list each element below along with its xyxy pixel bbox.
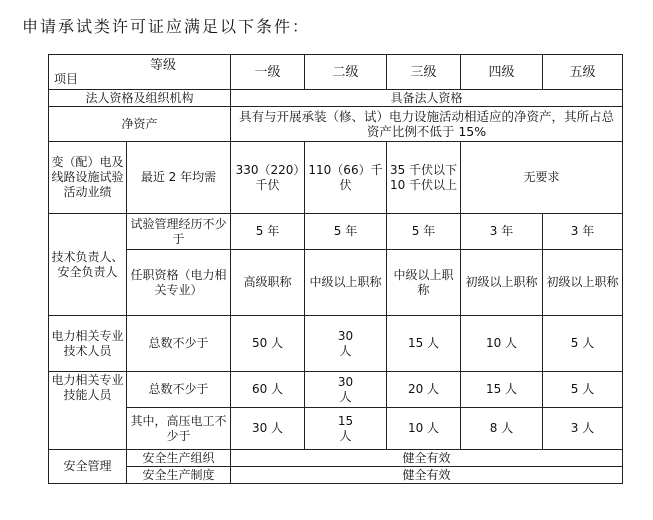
item-label: 项目 — [54, 72, 79, 86]
tech-lead-qual-row — [49, 250, 623, 316]
tech-lead-exp-5: 3 年 — [543, 214, 623, 250]
net-assets-value: 具有与开展承装（修、试）电力设施活动相适应的净资产，其所占总资产比例不低于 15% — [231, 107, 623, 142]
tech-staff-5: 5 人 — [543, 316, 623, 372]
hv-electrician-4: 8 人 — [461, 408, 543, 450]
tech-lead-qual-5: 初级以上职称 — [543, 250, 623, 316]
safety-label: 安全管理 — [49, 450, 127, 484]
skill-staff-row — [49, 372, 623, 408]
tech-staff-2: 30 人 — [305, 316, 387, 372]
grade-5: 五级 — [543, 55, 623, 90]
license-requirements-table — [48, 54, 623, 484]
hv-electrician-5: 3 人 — [543, 408, 623, 450]
tech-lead-exp-sub: 试验管理经历不少于 — [127, 214, 231, 250]
legal-label: 法人资格及组织机构 — [49, 90, 231, 107]
tech-lead-exp-1: 5 年 — [231, 214, 305, 250]
skill-staff-1: 60 人 — [231, 372, 305, 408]
tech-staff-4: 10 人 — [461, 316, 543, 372]
skill-staff-4: 15 人 — [461, 372, 543, 408]
page-heading: 申请承试类许可证应满足以下条件： — [22, 17, 311, 36]
safety-org-value: 健全有效 — [231, 450, 623, 467]
performance-grade-1: 330（220）千伏 — [231, 142, 305, 214]
tech-staff-1: 50 人 — [231, 316, 305, 372]
hv-electrician-2: 15 人 — [305, 408, 387, 450]
header-diagonal-cell — [49, 55, 231, 90]
hv-electrician-row — [49, 408, 623, 450]
tech-lead-exp-3: 5 年 — [387, 214, 461, 250]
safety-org-row — [49, 450, 623, 467]
hv-electrician-1: 30 人 — [231, 408, 305, 450]
tech-lead-exp-row — [49, 214, 623, 250]
tech-lead-label: 技术负责人、安全负责人 — [49, 214, 127, 316]
skill-staff-3: 20 人 — [387, 372, 461, 408]
tech-staff-label: 电力相关专业技术人员 — [49, 316, 127, 372]
hv-electrician-3: 10 人 — [387, 408, 461, 450]
grade-2: 二级 — [305, 55, 387, 90]
hv-electrician-sub: 其中，高压电工不少于 — [127, 408, 231, 450]
skill-staff-sub: 总数不少于 — [127, 372, 231, 408]
tech-staff-sub: 总数不少于 — [127, 316, 231, 372]
safety-sys-value: 健全有效 — [231, 467, 623, 484]
header-row — [49, 55, 623, 90]
grade-1: 一级 — [231, 55, 305, 90]
skill-staff-5: 5 人 — [543, 372, 623, 408]
tech-lead-qual-1: 高级职称 — [231, 250, 305, 316]
tech-lead-qual-sub: 任职资格（电力相关专业） — [127, 250, 231, 316]
tech-staff-3: 15 人 — [387, 316, 461, 372]
legal-value: 具备法人资格 — [231, 90, 623, 107]
performance-sub: 最近 2 年均需 — [127, 142, 231, 214]
tech-staff-row — [49, 316, 623, 372]
performance-label: 变（配）电及线路设施试验活动业绩 — [49, 142, 127, 214]
performance-row — [49, 142, 623, 214]
grade-label: 等级 — [149, 58, 176, 73]
safety-sys-row — [49, 467, 623, 484]
tech-lead-qual-3: 中级以上职称 — [387, 250, 461, 316]
tech-lead-exp-2: 5 年 — [305, 214, 387, 250]
performance-grade-2: 110（66）千伏 — [305, 142, 387, 214]
net-assets-label: 净资产 — [49, 107, 231, 142]
tech-lead-qual-4: 初级以上职称 — [461, 250, 543, 316]
performance-grade-4-5: 无要求 — [461, 142, 623, 214]
tech-lead-qual-2: 中级以上职称 — [305, 250, 387, 316]
safety-org-sub: 安全生产组织 — [127, 450, 231, 467]
skill-staff-2: 30 人 — [305, 372, 387, 408]
skill-staff-label: 电力相关专业技能人员 — [49, 372, 127, 450]
legal-row — [49, 90, 623, 107]
safety-sys-sub: 安全生产制度 — [127, 467, 231, 484]
grade-4: 四级 — [461, 55, 543, 90]
grade-3: 三级 — [387, 55, 461, 90]
tech-lead-exp-4: 3 年 — [461, 214, 543, 250]
performance-grade-3: 35 千伏以下10 千伏以上 — [387, 142, 461, 214]
net-assets-row — [49, 107, 623, 142]
